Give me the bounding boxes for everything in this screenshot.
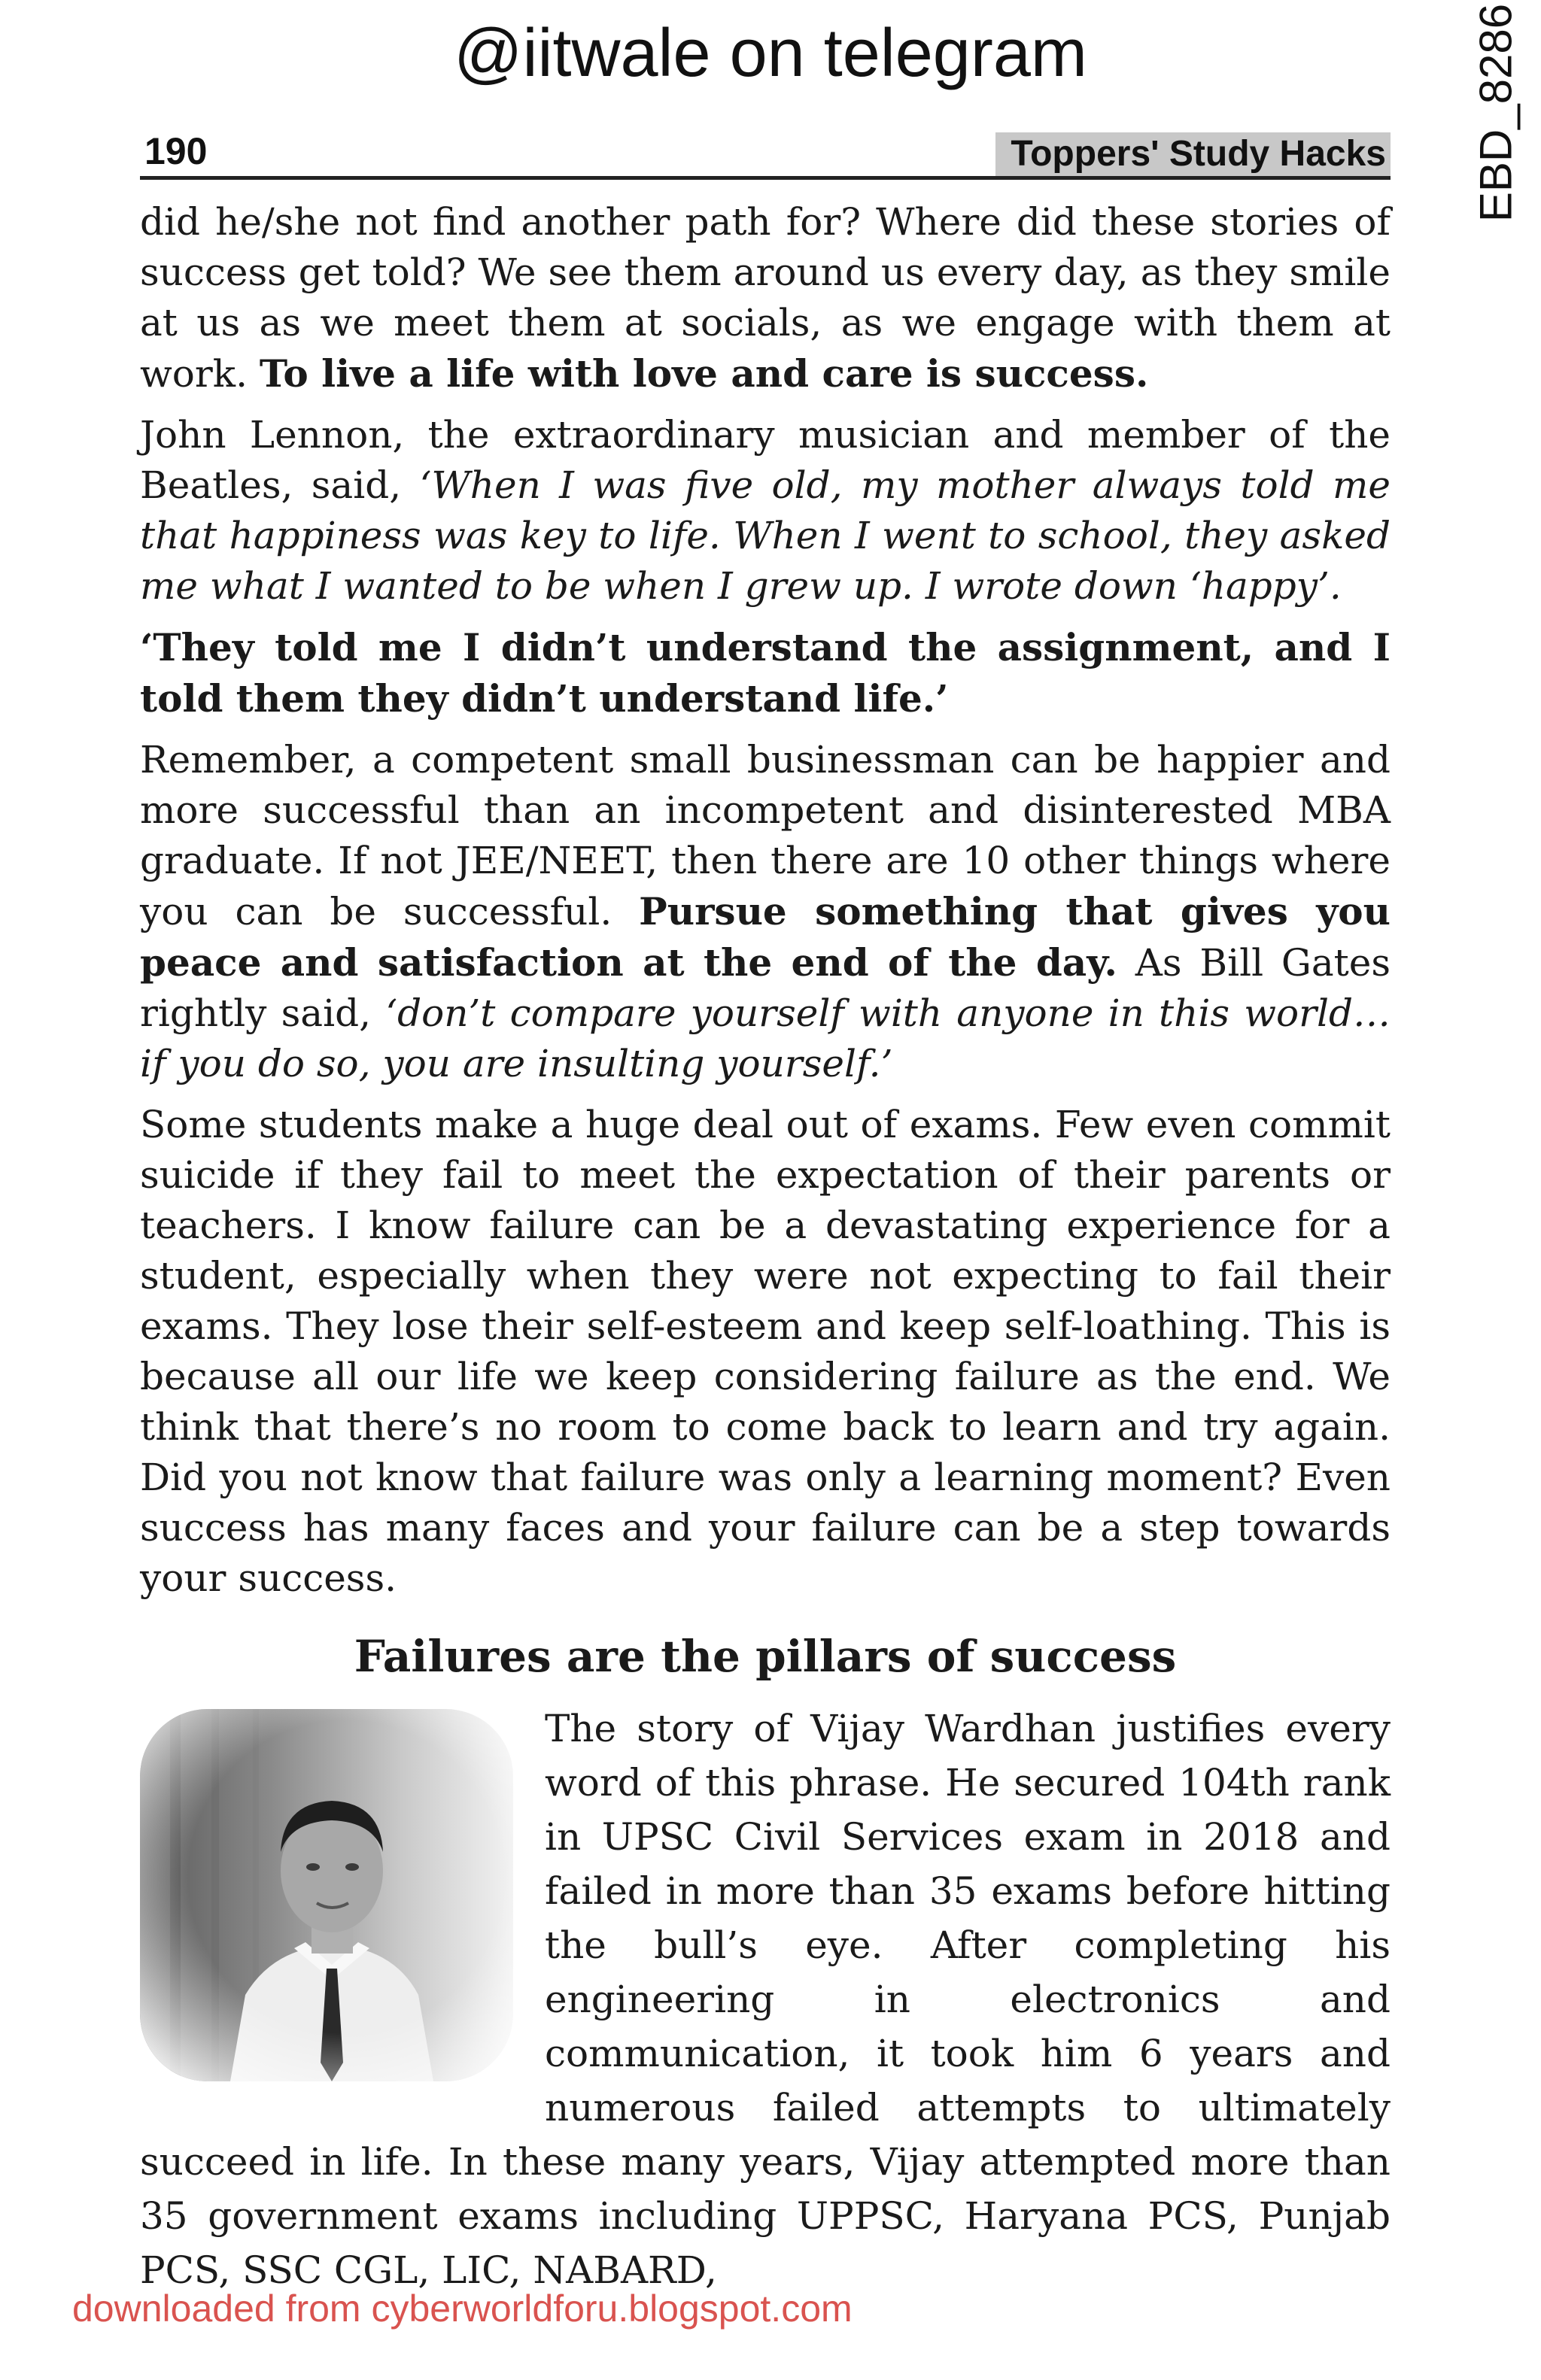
portrait-photo bbox=[140, 1709, 513, 2081]
quote-text: ‘When I was five old, my mother always told me that happiness was key to life. When I went to school, they asked me what I wanted to be when I grew up. I wrote down ‘happy’. bbox=[140, 463, 1391, 608]
emphasis-text: ‘They told me I didn’t understand the assignment, and I told them they didn’t understand life.’ bbox=[140, 625, 1391, 721]
telegram-watermark: @iitwale on telegram bbox=[454, 16, 1087, 91]
paragraph-text: Some students make a huge deal out of exams. Few even commit suicide if they fail to meet the expectation of their parents or teachers. I know failure can be a devastating experience for a student, especially when they were not expecting to fail their exams. They lose their self-esteem and keep self-loathing. This is because all our life we keep considering failure as the end. We think that there’s no room to come back to learn and try again. Did you not know that failure was only a learning moment? Even success has many faces and your failure can be a step towards your success. bbox=[140, 1103, 1391, 1600]
section-heading: Failures are the pillars of success bbox=[354, 1631, 1177, 1682]
quote-text: ‘don’t compare yourself with anyone in this world…if you do so, you are insulting yourself.’ bbox=[140, 991, 1391, 1085]
paragraph-john-lennon bbox=[140, 410, 1391, 612]
page-body bbox=[140, 197, 1391, 2297]
book-title-badge: Toppers' Study Hacks bbox=[995, 132, 1391, 176]
running-header bbox=[140, 129, 1391, 180]
paragraph-text: John Lennon, the extraordinary musician and member of the Beatles, said, bbox=[140, 413, 1391, 507]
paragraph-lennon-quote bbox=[140, 622, 1391, 724]
paragraph-text: Remember, a competent small businessman can be happier and more successful than an incompetent and disinterested MBA graduate. If not JEE/NEET, then there are 10 other things where you can be successful. bbox=[140, 738, 1391, 933]
side-code bbox=[1466, 0, 1526, 226]
paragraph-text: did he/she not find another path for? Where did these stories of success get told? We see them around us every day, as they smile at us as we meet them at socials, as we engage with them at work. bbox=[140, 200, 1391, 396]
page-number: 190 bbox=[144, 130, 208, 172]
story-section bbox=[140, 1702, 1391, 2297]
portrait-figure bbox=[140, 1709, 513, 2089]
download-source-link[interactable]: downloaded from cyberworldforu.blogspot.com bbox=[72, 2287, 853, 2330]
paragraph-exam-failure bbox=[140, 1100, 1391, 1604]
paragraph-text: As Bill Gates rightly said, bbox=[140, 941, 1391, 1035]
paragraph-bill-gates bbox=[140, 735, 1391, 1089]
emphasis-text: Pursue something that gives you peace and satisfaction at the end of the day. bbox=[140, 889, 1391, 985]
paragraph-success-stories bbox=[140, 197, 1391, 399]
emphasis-text: To live a life with love and care is success. bbox=[259, 351, 1149, 396]
side-code-label: EBD_8286 bbox=[1470, 3, 1521, 223]
story-paragraph: The story of Vijay Wardhan justifies every word of this phrase. He secured 104th rank in UPSC Civil Services exam in 2018 and failed in more than 35 exams before hitting the bull’s eye. After completing his engineering in electronics and communication, it took him 6 years and numerous failed attempts to ultimately succeed in life. In these many years, Vijay attempted more than 35 government exams including UPPSC, Haryana PCS, Punjab PCS, SSC CGL, LIC, NABARD, bbox=[140, 1707, 1391, 2292]
